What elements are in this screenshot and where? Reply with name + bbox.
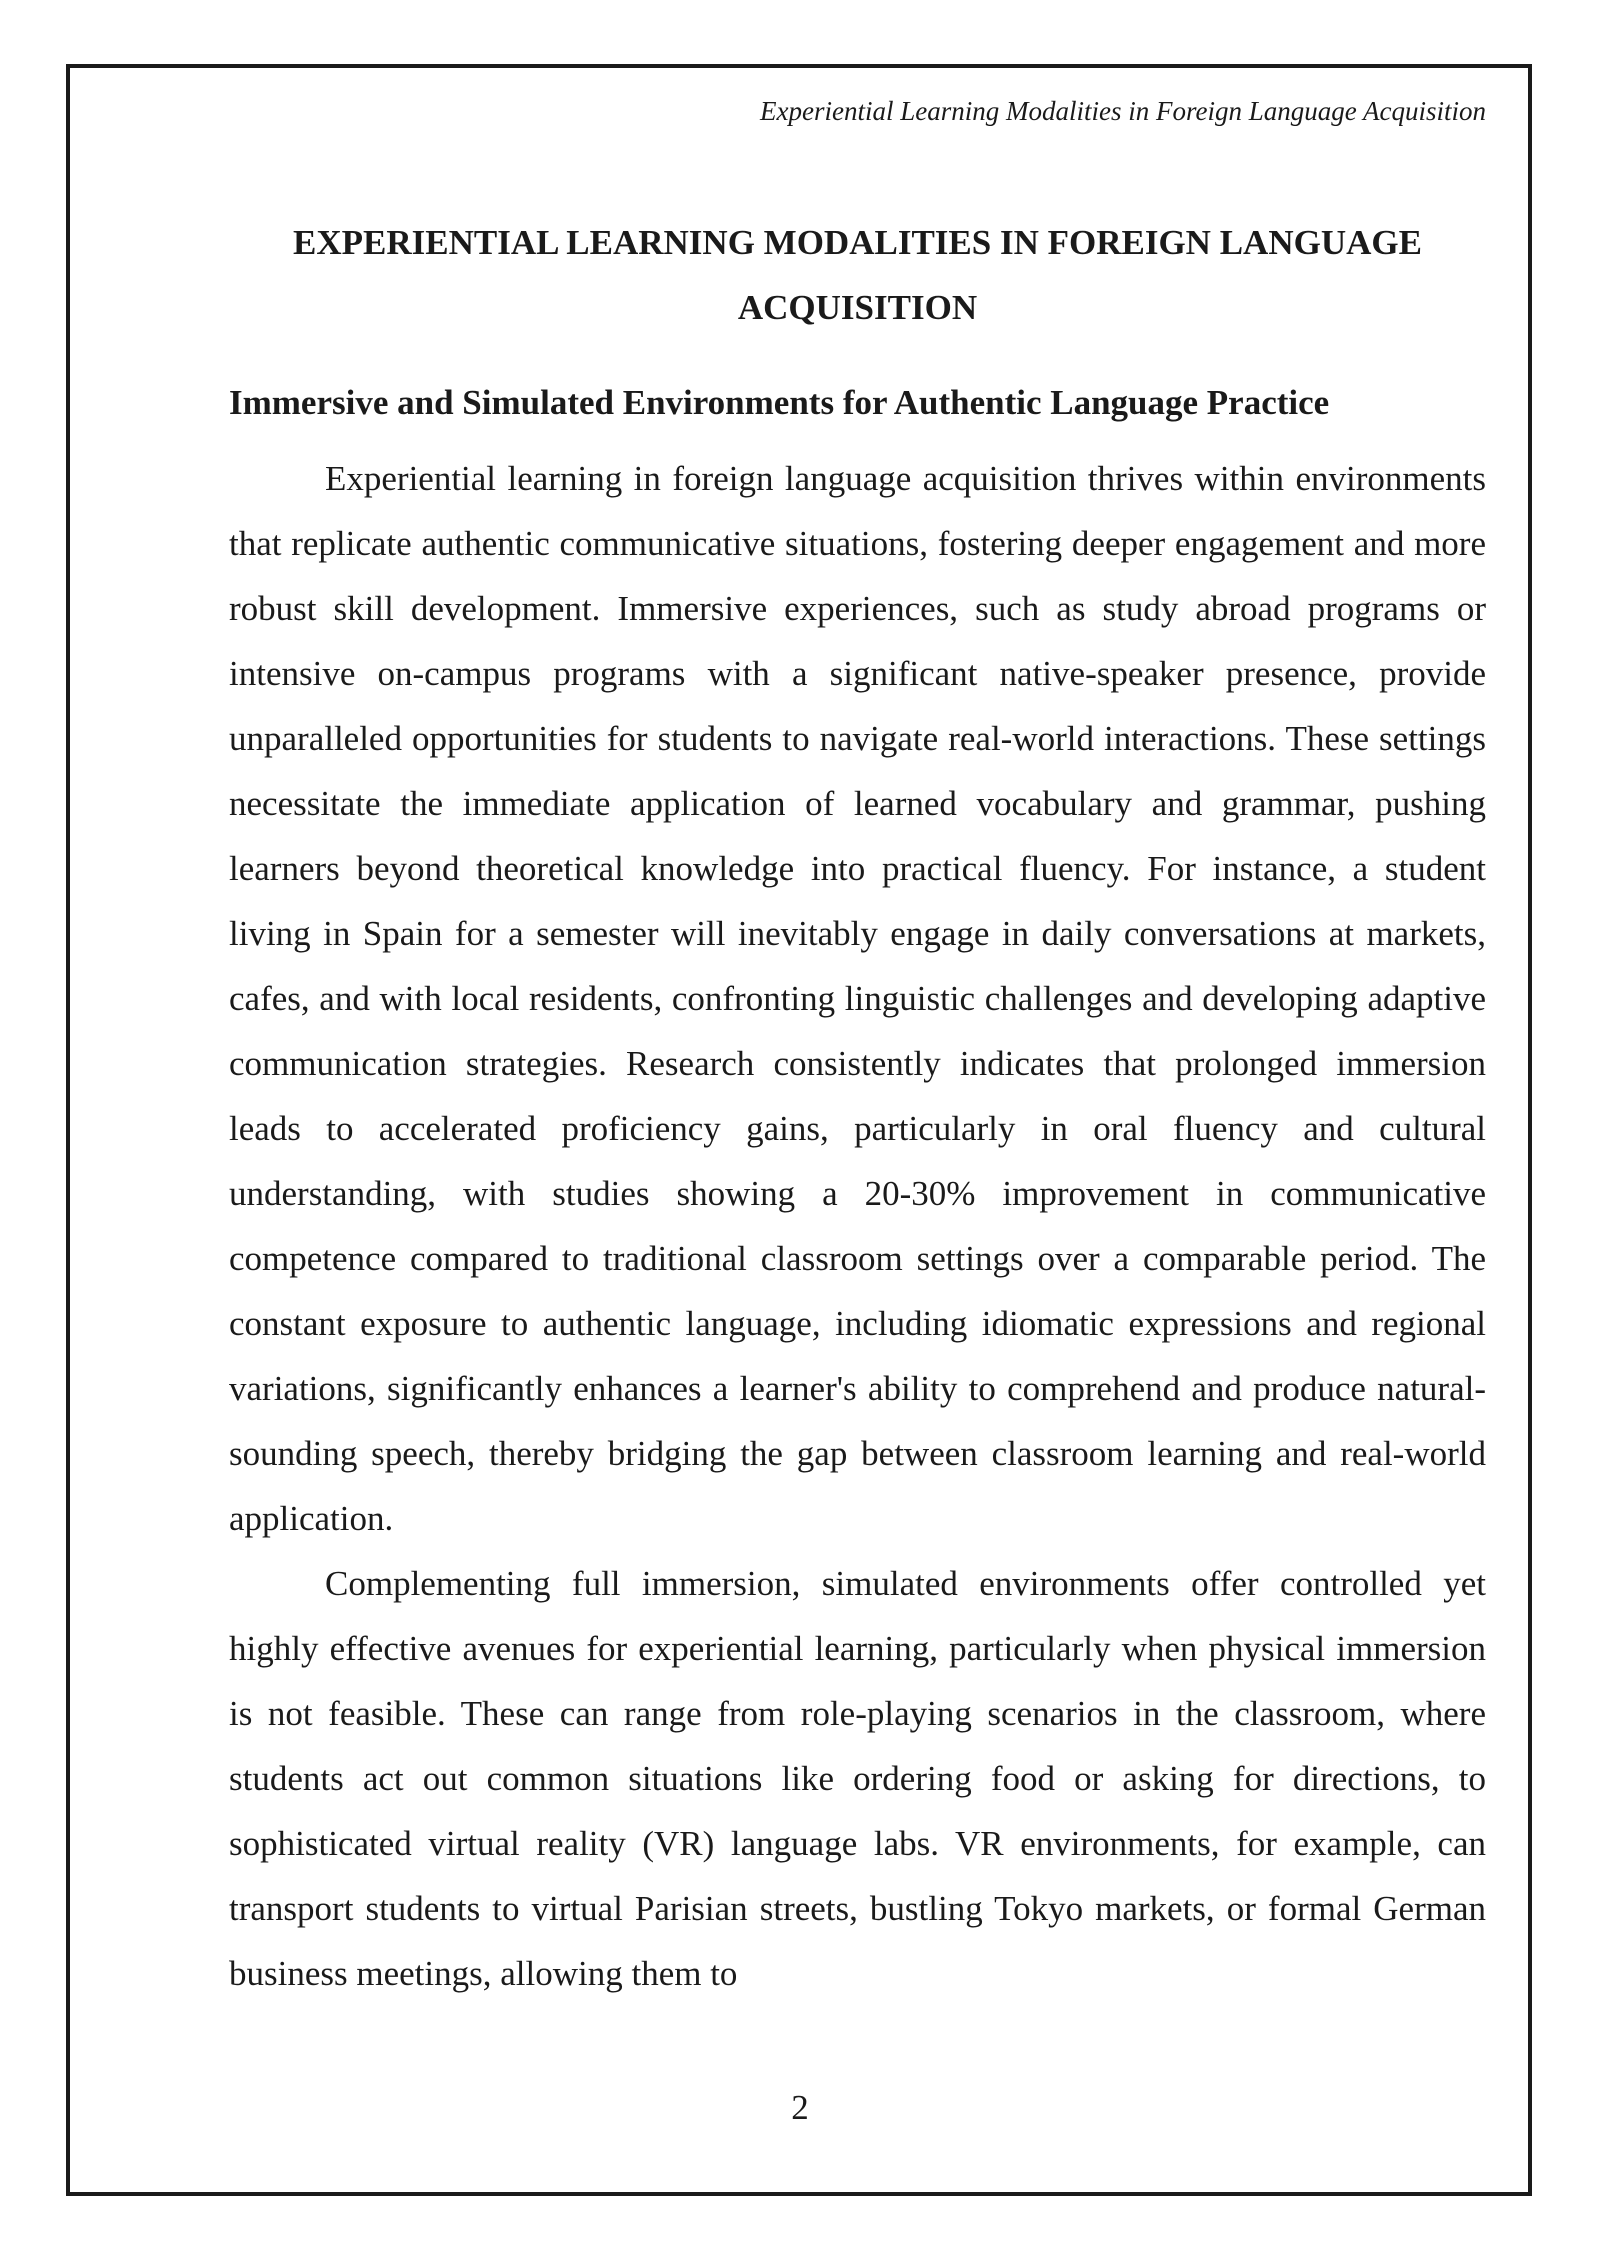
document-body xyxy=(229,210,1486,2006)
body-paragraph-2: Complementing full immersion, simulated environments offer controlled yet highly effective avenues for experiential learning, particularly when physical immersion is not feasible. These can range from role-playing scenarios in the classroom, where students act out common situations like ordering food or asking for directions, to sophisticated virtual reality (VR) language labs. VR environments, for example, can transport students to virtual Parisian streets, bustling Tokyo markets, or formal German business meetings, allowing them to xyxy=(229,1564,1486,1993)
document-title: EXPERIENTIAL LEARNING MODALITIES IN FOREIGN LANGUAGE ACQUISITION xyxy=(293,223,1422,327)
body-paragraph-1: Experiential learning in foreign language acquisition thrives within environments that replicate authentic communicative situations, fostering deeper engagement and more robust skill development. Immersive experiences, such as study abroad programs or intensive on-campus programs with a significant native-speaker presence, provide unparalleled opportunities for students to navigate real-world interactions. These settings necessitate the immediate application of learned vocabulary and grammar, pushing learners beyond theoretical knowledge into practical fluency. For instance, a student living in Spain for a semester will inevitably engage in daily conversations at markets, cafes, and with local residents, confronting linguistic challenges and developing adaptive communication strategies. Research consistently indicates that prolonged immersion leads to accelerated proficiency gains, particularly in oral fluency and cultural understanding, with studies showing a 20-30% improvement in communicative competence compared to traditional classroom settings over a comparable period. The constant exposure to authentic language, including idiomatic expressions and regional variations, significantly enhances a learner's ability to comprehend and produce natural-sounding speech, thereby bridging the gap between classroom learning and real-world application. xyxy=(229,459,1486,1538)
page-number: 2 xyxy=(791,2088,809,2127)
running-header: Experiential Learning Modalities in Foreign Language Acquisition xyxy=(760,96,1486,126)
section-heading: Immersive and Simulated Environments for Authentic Language Practice xyxy=(229,383,1330,422)
